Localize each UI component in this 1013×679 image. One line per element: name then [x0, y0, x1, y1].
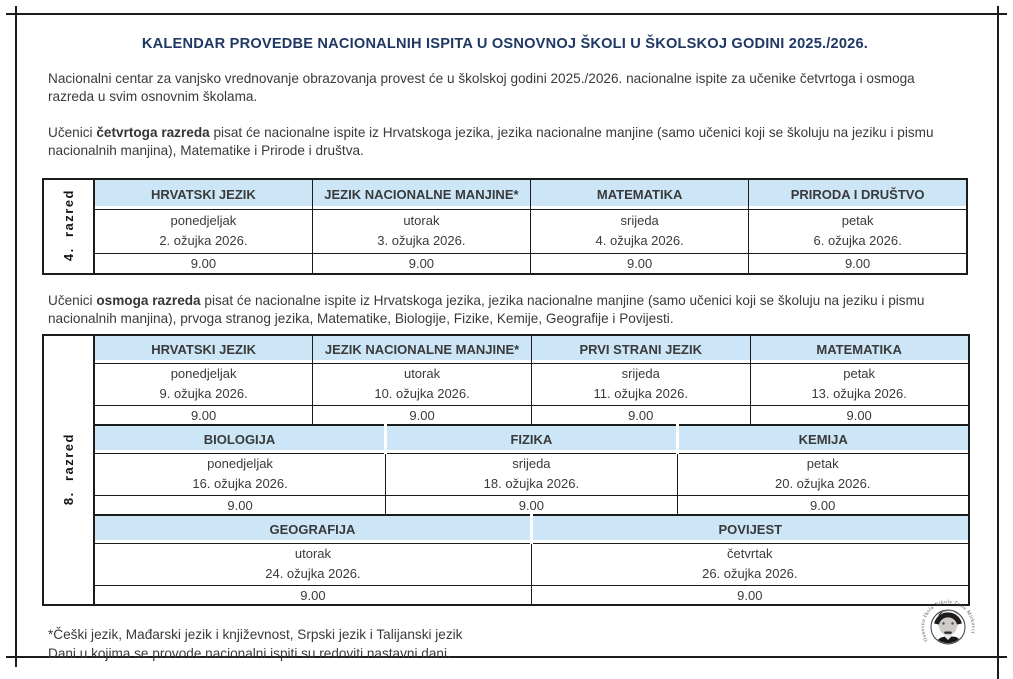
exam-time-cell: 9.00 [531, 405, 750, 425]
grade8-label: 8. razred [61, 432, 76, 506]
grade4-paragraph-bold: četvrtoga razreda [96, 125, 210, 141]
exam-day: srijeda [512, 456, 551, 472]
grade8-paragraph-prefix: Učenici [48, 293, 97, 309]
exam-day-cell [677, 453, 969, 495]
subject-header: KEMIJA [677, 425, 969, 453]
exam-date: 9. ožujka 2026. [159, 386, 248, 402]
subject-header: BIOLOGIJA [94, 425, 386, 453]
grade8-paragraph-bold: osmoga razreda [96, 293, 201, 309]
exam-day: utorak [403, 366, 441, 382]
exam-time-cell: 9.00 [94, 405, 313, 425]
exam-day: utorak [403, 213, 440, 229]
exam-time-cell: 9.00 [531, 585, 968, 605]
exam-date: 26. ožujka 2026. [702, 566, 798, 582]
exam-date: 13. ožujka 2026. [811, 386, 907, 402]
subject-header: JEZIK NACIONALNE MANJINE* [313, 335, 532, 363]
exam-time-cell: 9.00 [94, 495, 386, 515]
exam-date: 24. ožujka 2026. [265, 566, 361, 582]
grade4-schedule-table [42, 178, 968, 275]
subject-header: POVIJEST [531, 515, 968, 543]
exam-date: 2. ožujka 2026. [159, 233, 248, 249]
exam-day: četvrtak [727, 546, 773, 562]
exam-date: 3. ožujka 2026. [377, 233, 466, 249]
subject-header: HRVATSKI JEZIK [94, 335, 313, 363]
grade8-paragraph [42, 292, 968, 328]
exam-day-cell [94, 453, 386, 495]
exam-date: 20. ožujka 2026. [775, 476, 871, 492]
grade4-paragraph-prefix: Učenici [48, 125, 97, 141]
exam-date: 18. ožujka 2026. [483, 476, 580, 492]
exam-day-cell [750, 363, 969, 405]
exam-date: 4. ožujka 2026. [595, 233, 684, 249]
exam-time-cell: 9.00 [313, 405, 532, 425]
page-border-top [6, 13, 1007, 15]
exam-time-cell: 9.00 [750, 405, 969, 425]
exam-day-cell [749, 209, 967, 253]
page-border-right [997, 6, 999, 679]
exam-day: srijeda [620, 213, 659, 229]
grade8-paragraph-rest: pisat će nacionalne ispite iz Hrvatskoga jezika, jezika nacionalne manjine (samo učenici koji se školuju na jeziku i pismu nacionalnih manjina), prvoga stranog jezika, Matematike, Biologije, Fizike, Kemije, Geografije i Povijesti. [48, 293, 925, 327]
intro-text: Nacionalni centar za vanjsko vrednovanje obrazovanja provest će u školskoj godini 2025./2026. nacionalne ispite za učenike četvrtoga i osmoga razreda u svim osnovnim školama. [48, 71, 915, 105]
subject-header: JEZIK NACIONALNE MANJINE* [312, 179, 530, 209]
exam-day: ponedjeljak [207, 456, 273, 472]
document-body [42, 26, 968, 663]
exam-day-cell [531, 363, 750, 405]
exam-time-cell: 9.00 [312, 253, 530, 274]
footnote-languages: *Češki jezik, Mađarski jezik i književnost, Srpski jezik i Talijanski jezik [48, 627, 463, 643]
grade4-paragraph-rest: pisat će nacionalne ispite iz Hrvatskoga jezika, jezika nacionalne manjine (samo učenici koji se školuju na jeziku i pismu nacionalnih manjina), Matematike i Prirode i društva. [48, 125, 934, 159]
subject-header: FIZIKA [386, 425, 678, 453]
exam-time-cell: 9.00 [94, 585, 531, 605]
footnote [42, 626, 968, 663]
grade4-label-cell [43, 179, 94, 274]
exam-day-cell [312, 209, 530, 253]
seal-text: Osnovna škola Nikole Tesle Mirkovci [919, 599, 977, 643]
subject-header: MATEMATIKA [750, 335, 969, 363]
exam-time-cell: 9.00 [531, 253, 749, 274]
exam-date: 11. ožujka 2026. [593, 386, 688, 402]
grade8-schedule-table [42, 334, 970, 606]
subject-header: GEOGRAFIJA [94, 515, 531, 543]
exam-date: 16. ožujka 2026. [192, 476, 288, 492]
exam-day: utorak [294, 546, 332, 562]
page-title: KALENDAR PROVEDBE NACIONALNIH ISPITA U OSNOVNOJ ŠKOLI U ŠKOLSKOJ GODINI 2025./2026. [141, 36, 869, 52]
exam-day-cell [94, 363, 313, 405]
exam-date: 6. ožujka 2026. [813, 233, 902, 249]
page-border-left [15, 6, 17, 667]
grade4-label: 4. razred [61, 189, 77, 262]
exam-day: petak [841, 213, 874, 229]
exam-day: ponedjeljak [170, 213, 237, 229]
exam-day-cell [94, 543, 531, 585]
exam-day: srijeda [621, 366, 660, 382]
intro-paragraph [42, 70, 968, 106]
exam-date: 10. ožujka 2026. [374, 386, 470, 402]
exam-time-cell: 9.00 [749, 253, 967, 274]
exam-day: ponedjeljak [170, 366, 237, 382]
subject-header: PRVI STRANI JEZIK [531, 335, 750, 363]
exam-day: petak [843, 366, 876, 382]
exam-day-cell [313, 363, 532, 405]
exam-day-cell [531, 209, 749, 253]
exam-day: petak [806, 456, 839, 472]
exam-day-cell [386, 453, 678, 495]
exam-time-cell: 9.00 [677, 495, 969, 515]
subject-header: MATEMATIKA [531, 179, 749, 209]
subject-header: PRIRODA I DRUŠTVO [749, 179, 967, 209]
school-seal [917, 596, 979, 658]
exam-day-cell [94, 209, 312, 253]
grade8-label-cell [43, 335, 94, 605]
subject-header: HRVATSKI JEZIK [94, 179, 312, 209]
exam-time-cell: 9.00 [386, 495, 678, 515]
exam-day-cell [531, 543, 968, 585]
footnote-note: Dani u kojima se provode nacionalni ispiti su redoviti nastavni dani. [48, 645, 451, 661]
exam-time-cell: 9.00 [94, 253, 312, 274]
grade4-paragraph [42, 124, 968, 160]
